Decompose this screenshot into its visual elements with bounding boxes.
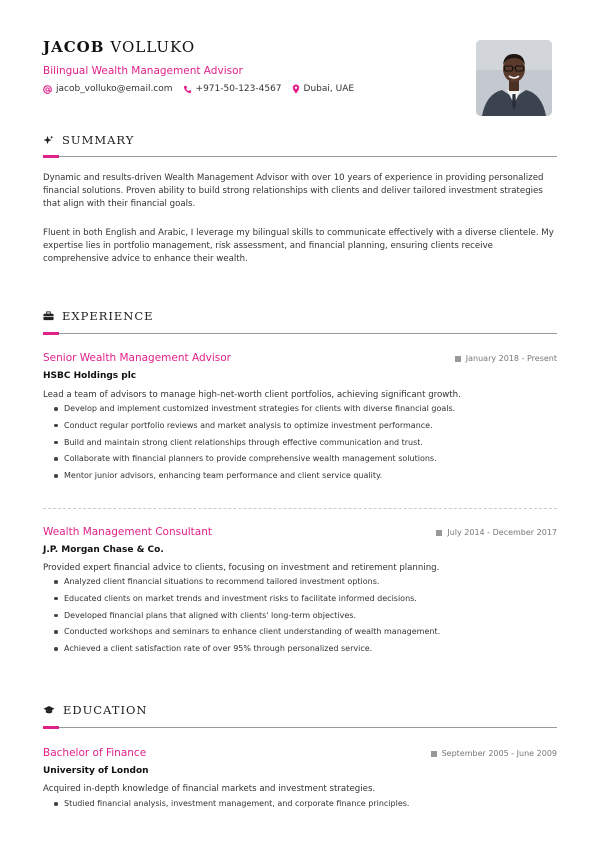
job-description-1: Lead a team of advisors to manage high-net-worth client portfolios, achieving significant growth. <box>43 390 461 400</box>
list-item: Build and maintain strong client relationships through effective communication and trust. <box>53 437 455 454</box>
experience-rule-accent <box>43 332 59 335</box>
list-item: Conduct regular portfolio reviews and market analysis to optimize investment performance. <box>53 420 455 437</box>
job-headline: Bilingual Wealth Management Advisor <box>43 65 243 77</box>
job-bullets-1 <box>53 403 455 487</box>
calendar-icon <box>436 530 442 536</box>
list-item: Conducted workshops and seminars to enhance client understanding of wealth management. <box>53 626 440 643</box>
job-description-2: Provided expert financial advice to clients, focusing on investment and retirement planning. <box>43 563 440 573</box>
list-item: Studied financial analysis, investment management, and corporate finance principles. <box>53 798 409 815</box>
education-description: Acquired in-depth knowledge of financial markets and investment strategies. <box>43 784 376 794</box>
calendar-icon <box>431 751 437 757</box>
education-rule <box>43 727 557 728</box>
summary-rule-accent <box>43 155 59 158</box>
company-2: J.P. Morgan Chase & Co. <box>43 545 164 555</box>
job-title-1: Senior Wealth Management Advisor <box>43 352 231 364</box>
experience-title: EXPERIENCE <box>62 309 154 323</box>
degree-title: Bachelor of Finance <box>43 747 147 759</box>
job-divider <box>43 508 557 509</box>
job-title-2: Wealth Management Consultant <box>43 526 212 538</box>
contact-phone[interactable] <box>183 84 282 94</box>
list-item: Analyzed client financial situations to recommend tailored investment options. <box>53 576 440 593</box>
last-name: VOLLUKO <box>110 38 196 56</box>
summary-paragraph-2: Fluent in both English and Arabic, I leverage my bilingual skills to communicate effectively with a diverse clientele. My expertise lies in portfolio management, risk assessment, and financial planning, ensuring clients receive comprehensive advice to enhance their wealth. <box>43 228 554 264</box>
phone-icon <box>183 85 192 94</box>
job-dates-2-text: July 2014 - December 2017 <box>447 528 557 537</box>
list-item: Developed financial plans that aligned with clients' long-term objectives. <box>53 610 440 627</box>
location-text: Dubai, UAE <box>303 84 355 94</box>
school-name: University of London <box>43 766 149 776</box>
job-dates-1-text: January 2018 - Present <box>465 354 557 363</box>
summary-rule <box>43 156 557 157</box>
list-item: Achieved a client satisfaction rate of over 95% through personalized service. <box>53 643 440 660</box>
email-text: jacob_volluko@email.com <box>56 84 173 94</box>
list-item: Mentor junior advisors, enhancing team performance and client service quality. <box>53 470 455 487</box>
contact-location <box>292 84 355 94</box>
at-icon <box>43 85 52 94</box>
job-bullets-2 <box>53 576 440 660</box>
candidate-name <box>43 38 195 56</box>
education-title: EDUCATION <box>63 703 148 717</box>
sparkle-icon <box>43 135 54 146</box>
education-heading <box>43 703 148 717</box>
profile-photo <box>476 40 552 116</box>
education-dates <box>431 749 557 758</box>
graduation-cap-icon <box>43 705 55 715</box>
map-pin-icon <box>292 84 300 94</box>
experience-rule <box>43 333 557 334</box>
summary-paragraph-1: Dynamic and results-driven Wealth Management Advisor with over 10 years of experience in providing personalized financial solutions. Proven ability to build strong relationships with clients and deliver tailored investment strategies that align with their financial goals. <box>43 173 544 209</box>
education-bullets <box>53 798 409 815</box>
contact-email[interactable] <box>43 84 173 94</box>
first-name: JACOB <box>43 38 105 56</box>
education-dates-text: September 2005 - June 2009 <box>441 749 557 758</box>
briefcase-icon <box>43 311 54 321</box>
company-1: HSBC Holdings plc <box>43 371 137 381</box>
phone-text: +971-50-123-4567 <box>195 84 282 94</box>
job-dates-2 <box>436 528 557 537</box>
calendar-icon <box>455 356 461 362</box>
experience-heading <box>43 309 154 323</box>
summary-heading <box>43 133 134 147</box>
list-item: Educated clients on market trends and investment risks to facilitate informed decisions. <box>53 593 440 610</box>
education-rule-accent <box>43 726 59 729</box>
list-item: Collaborate with financial planners to provide comprehensive wealth management solutions. <box>53 453 455 470</box>
list-item: Develop and implement customized investment strategies for clients with diverse financial goals. <box>53 403 455 420</box>
contact-row <box>43 84 364 94</box>
summary-title: SUMMARY <box>62 133 135 147</box>
job-dates-1 <box>455 354 557 363</box>
